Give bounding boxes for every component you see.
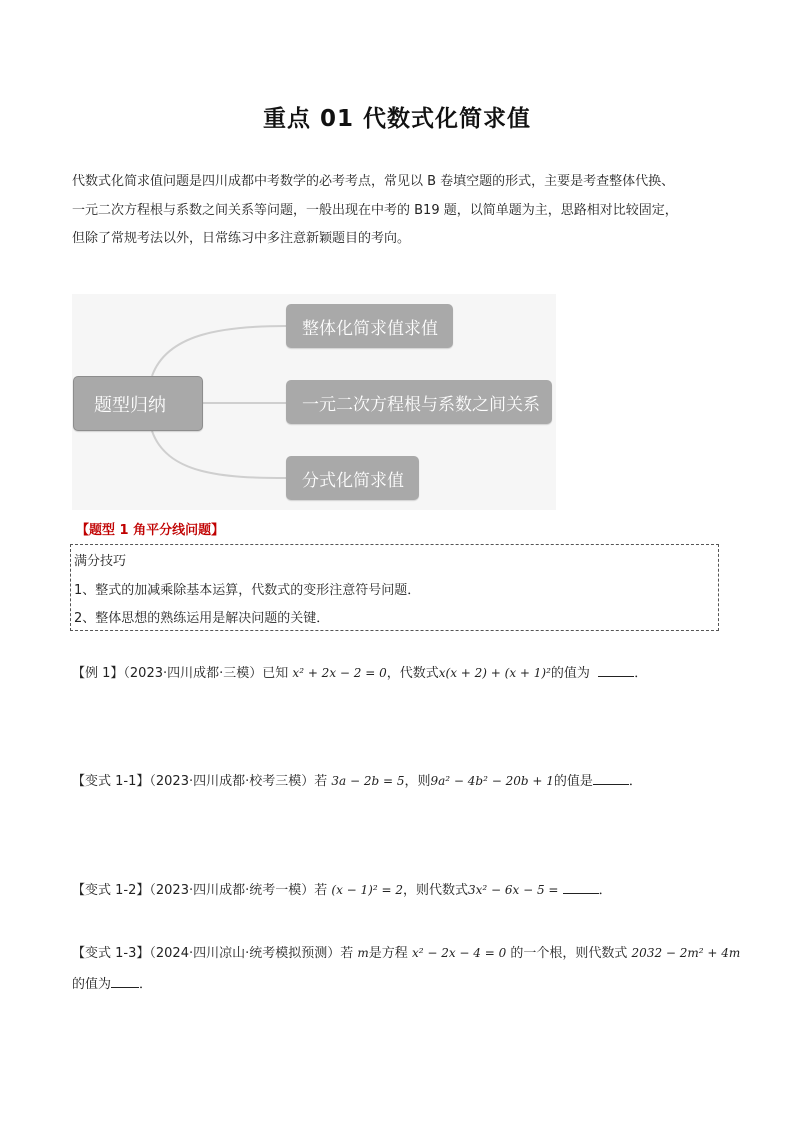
problem-tag: 【变式 1-2】 (72, 883, 150, 898)
problem-text: 若 (314, 883, 328, 898)
expression: 2032 − 2m² + 4m (631, 946, 741, 960)
answer-blank[interactable] (563, 881, 599, 894)
problem-text: 的一个根，则代数式 (510, 946, 628, 961)
expression: x(x + 2) + (x + 1)² (438, 666, 551, 680)
intro-line: 一元二次方程根与系数之间关系等问题，一般出现在中考的 B19 题，以简单题为主，思路相对比较固定， (72, 202, 678, 218)
problem-text: ，则代数式 (402, 883, 468, 898)
expression: 9a² − 4b² − 20b + 1 (430, 774, 554, 788)
mindmap-child-node: 整体化简求值求值 (286, 304, 453, 348)
problem-end: ． (598, 883, 612, 898)
intro-line: 但除了常规考法以外，日常练习中多注意新颖题目的考向。 (72, 231, 411, 246)
intro-line: 代数式化简求值问题是四川成都中考数学的必考考点，常见以 B 卷填空题的形式，主要是考查整体代换、 (72, 174, 675, 189)
problem-text: 的值是 (553, 774, 593, 789)
problem-text: ，代数式 (386, 666, 439, 681)
equation: (x − 1)² = 2 (331, 883, 403, 897)
problem-text: 若 (314, 774, 328, 789)
problem-end: ． (628, 774, 642, 789)
page-title: 重点 01 代数式化简求值 (262, 106, 532, 132)
connector-line-1 (152, 326, 286, 376)
problem-source: （2023·四川成都·三模） (123, 666, 263, 681)
equation: 3a − 2b = 5 (331, 774, 405, 788)
example-problem (72, 662, 647, 681)
problem-end: ． (139, 977, 153, 992)
tip-line: 1、整式的加减乘除基本运算，代数式的变形注意符号问题． (74, 583, 421, 598)
problem-tag: 【变式 1-3】 (72, 946, 150, 961)
mindmap-diagram (72, 294, 556, 510)
expression: 3x² − 6x − 5 = (467, 883, 559, 897)
problem-tag: 【变式 1-1】 (72, 774, 150, 789)
problem-text: 的值为 (550, 666, 590, 681)
mindmap-child-node: 一元二次方程根与系数之间关系 (286, 380, 552, 424)
mindmap-root-node: 题型归纳 (73, 376, 203, 431)
variable: m (357, 946, 369, 960)
problem-text: 是方程 (368, 946, 408, 961)
problem-source: （2023·四川成都·校考三模） (149, 774, 315, 789)
variant-problem (72, 879, 612, 898)
problem-end: ． (634, 666, 648, 681)
section-heading: 【题型 1 角平分线问题】 (76, 523, 225, 538)
tips-title: 满分技巧 (74, 554, 127, 569)
problem-text: 已知 (262, 666, 289, 681)
equation: x² − 2x − 4 = 0 (411, 946, 507, 960)
problem-source: （2024·四川凉山·统考模拟预测） (149, 946, 341, 961)
answer-blank[interactable] (593, 772, 629, 785)
connector-line-3 (152, 431, 286, 478)
problem-tag: 【例 1】 (72, 666, 124, 681)
problem-text: 若 (340, 946, 354, 961)
equation: x² + 2x − 2 = 0 (292, 666, 387, 680)
answer-blank[interactable] (598, 664, 634, 677)
problem-text: ，则 (404, 774, 431, 789)
variant-problem-continued (72, 973, 152, 992)
tip-line: 2、整体思想的熟练运用是解决问题的关键． (74, 611, 330, 626)
problem-text: 的值为 (72, 977, 112, 992)
mindmap-child-node: 分式化简求值 (286, 456, 419, 500)
answer-blank[interactable] (111, 975, 139, 988)
variant-problem (72, 770, 642, 789)
tips-box (70, 544, 719, 631)
problem-source: （2023·四川成都·统考一模） (149, 883, 315, 898)
variant-problem (72, 942, 740, 961)
intro-paragraph (72, 168, 722, 254)
